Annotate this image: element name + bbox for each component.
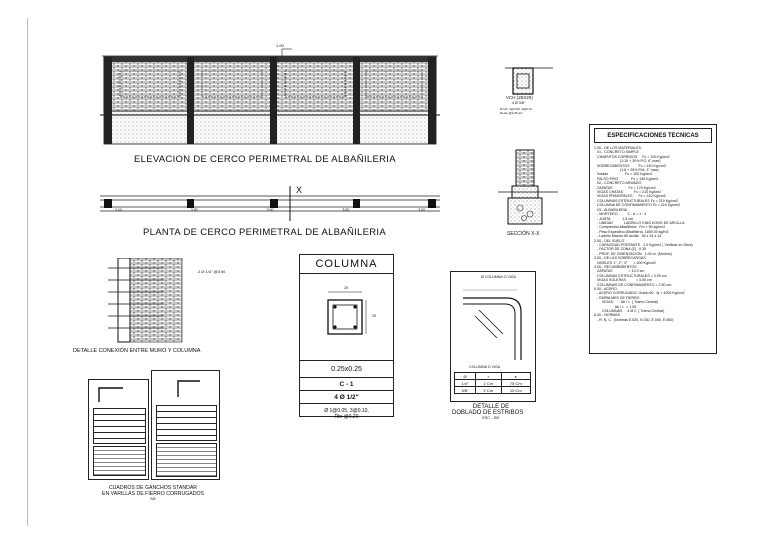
table-cell: 2 Cm xyxy=(476,387,502,394)
vch-label: VCH (25X20) xyxy=(506,95,533,100)
specs-line: (1:8 + 25% P.M. 3" max) xyxy=(594,168,659,173)
specs-line: CIMIENTOS CORRIDOS Fc = 100 Kg/cm2 xyxy=(594,154,670,159)
columna-panel xyxy=(299,254,394,420)
plan-dim: 3.00 xyxy=(418,208,425,212)
specs-line: COLUMNAS DE CONFINAMIENTO = 2.50 cm xyxy=(594,282,672,287)
specs-line: VIGAS Ab / L ( Tramo Central) xyxy=(594,300,659,305)
estribos-sub: ESC. : S/E xyxy=(482,416,500,420)
elevation-title: ELEVACION DE CERCO PERIMETRAL DE ALBAÑILERIA xyxy=(134,154,396,165)
specs-line: VIGAS PRINCIPALES Fc = 210 Kg/cm2 xyxy=(594,194,666,199)
specs-line: - ACERO CORRUGADO: Grado 60 fy = 4200 Kg/cm2 xyxy=(594,291,685,296)
gancho-notes-left xyxy=(93,446,146,476)
ganchos-title-line2: EN VARILLAS DE FIERRO CORRUGADOS xyxy=(102,491,204,497)
estribos-label-bottom: COLUMNA O VIGA xyxy=(469,365,501,369)
plan-dim: 3.00 xyxy=(342,208,350,212)
ganchos-title-line1: CUADROS DE GANCHOS STANDAR xyxy=(108,485,198,491)
estribos-panel xyxy=(450,271,536,402)
columna-code: C - 1 xyxy=(300,377,393,390)
conexion-title: DETALLE CONEXIÓN ENTRE MURO Y COLUMNA xyxy=(73,348,201,354)
estribos-title-line1: DETALLE DE xyxy=(472,404,510,410)
specs-line: 03.- ALBAÑILERIA xyxy=(594,207,628,212)
table-cell: 2 Cm xyxy=(476,380,502,387)
table-row xyxy=(455,387,531,394)
ganchos-sub: S/E xyxy=(150,497,156,501)
specs-line: COLUMNA DE CONFINAMIENTO Fc = 210 Kg/cm2 xyxy=(594,203,681,208)
specs-list xyxy=(590,143,716,325)
columna-stirrups-line2: Rto @0.20 xyxy=(334,413,359,420)
specs-line: COLUMNAS ESTRUCTURALES Fc = 210 Kg/cm2 xyxy=(594,198,678,203)
specs-line: 02.- CONCRETO ARMADO xyxy=(594,181,642,186)
plan-dim: 3.00 xyxy=(266,208,274,212)
table-cell: 75 Cm xyxy=(501,380,530,387)
vch-note: Ø 1/4" 1@0.05, 4@0.10 Resto @0.25 a/c xyxy=(500,107,533,116)
table-header-cell: Ø xyxy=(455,373,476,380)
table-row xyxy=(455,380,531,387)
specs-line: COLUMNAS 4 Ø 2 ( Tramo Central) xyxy=(594,309,665,314)
conexion-annot: 2 Ø 1/4" @3 hil. xyxy=(198,269,227,274)
columna-rebar: 4 Ø 1/2" xyxy=(300,390,393,403)
specs-line: - Compresión Albañilería Fm = 50 kg/cm2 xyxy=(594,225,666,230)
table-row xyxy=(455,373,531,380)
specs-line: ZAPATAS Fc = 175 Kg/cm2 xyxy=(594,185,656,190)
gancho-drawing-left xyxy=(93,384,143,404)
section-title: SECCIÓN X-X xyxy=(507,231,540,237)
specs-line: - JUNTA 1.5 cm xyxy=(594,216,634,221)
specs-line: - EMPALMES DE FIERRO xyxy=(594,295,640,300)
specs-line: - FACTOR DE ZONA (Z) 0.35 xyxy=(594,247,647,252)
specs-line: NIVELES 1°, 2°, 3° = 200 Kg/cm2 xyxy=(594,260,656,265)
conexion-drawing xyxy=(104,258,184,346)
specs-line: - UNIDAD LADRILLO KING KONG DE ARCILLA xyxy=(594,220,685,225)
gancho-notes-right xyxy=(156,443,217,477)
elevation-top-label: 1.00 xyxy=(276,43,284,48)
gancho-table-left xyxy=(93,408,146,444)
estribos-drawing xyxy=(457,280,529,364)
columna-section-drawing xyxy=(322,286,370,354)
columna-stirrups xyxy=(300,403,393,423)
vch-drawing xyxy=(505,60,555,96)
columna-size: 0.25x0.25 xyxy=(300,360,393,377)
specs-line: COLUMNAS ESTRUCTURALES = 3.00 cm xyxy=(594,273,667,278)
specs-line: - CAPACIDAD PORTANTE 1.0 Kg/cm2 ( Verificar en Obra) xyxy=(594,242,693,247)
section-drawing xyxy=(498,148,558,228)
estribos-title-line2: DOBLADO DE ESTRIBOS xyxy=(452,410,524,416)
specs-title: ESPECIFICACIONES TECNICAS xyxy=(594,128,712,143)
table-header-cell: r xyxy=(476,373,502,380)
columna-dim-h: 25 xyxy=(372,314,376,318)
gancho-table-right xyxy=(156,405,217,441)
specs-line: 6.00.- NORMAS xyxy=(594,313,620,318)
columna-stirrups-line1: Ø 1@0.05, 3@0.10, xyxy=(324,407,369,414)
specs-line: - R. N. C. (Normas E.020, E.030, E.050, E.060) xyxy=(594,317,674,322)
ganchos-panel-right xyxy=(151,370,220,480)
specs-line: VIGAS CHATAS Fc = 210 Kg/cm2 xyxy=(594,190,662,195)
table-cell: 10 Cm xyxy=(501,387,530,394)
specs-line: - Peso Específico Albañilería 1800.00 kg/m3 xyxy=(594,229,669,234)
estribos-label-top: Ø COLUMNA O VIGA xyxy=(481,275,516,279)
columna-section xyxy=(300,274,393,360)
columna-dim-w: 25 xyxy=(344,286,348,290)
specs-line: 2.00.- DEL SUELO xyxy=(594,238,625,243)
elevation-drawing xyxy=(100,45,440,150)
plan-dims xyxy=(115,208,425,212)
specs-line: VIGAS SOLERAS = 3.00 cm xyxy=(594,278,652,283)
plan-cut-label: X xyxy=(296,185,303,195)
ganchos-panel-left xyxy=(88,379,149,480)
specs-line: - Ladrillo Macizo 80 arcilla 36 x 24 x 14 xyxy=(594,234,662,239)
gancho-drawing-right xyxy=(156,375,214,401)
specs-line: - PROF. DE CIMENTACION 1.00 m. (Mínimo) xyxy=(594,251,672,256)
specs-line: 3.00.- DE LAS SOBRECARGAS xyxy=(594,256,646,261)
plan-title: PLANTA DE CERCO PERIMETRAL DE ALBAÑILERIA xyxy=(143,227,387,238)
plan-drawing xyxy=(100,186,440,222)
ganchos-title xyxy=(88,485,218,501)
specs-line: - MORTERO C : A = 1 : 4 xyxy=(594,212,647,217)
table-cell: 1/4" xyxy=(455,380,476,387)
estribos-table xyxy=(454,372,531,394)
specs-line: ZAPATAS = 10.0 cm xyxy=(594,269,645,274)
specs-line: 01.- CONCRETO SIMPLE xyxy=(594,150,639,155)
specs-line: 1.00.- DE LOS MATERIALES xyxy=(594,146,641,150)
plan-dim: 3.00 xyxy=(190,208,198,212)
vch-sub: 4 Ø 3/8" xyxy=(512,101,526,105)
estribos-title xyxy=(452,404,524,420)
specs-line: SOBRECIMIENTOS Fc = 140 Kg/cm2 xyxy=(594,163,666,168)
specs-line: (1:10 + 30% P.G. 6" max) xyxy=(594,159,661,164)
specs-line: FALSO PISO Fc = 140 Kg/cm2 xyxy=(594,176,659,181)
columna-title: COLUMNA xyxy=(300,255,393,274)
specs-line: 5.00.- ACERO xyxy=(594,287,617,291)
specs-line: Solado Fc = 100 Kg/cm2 xyxy=(594,172,653,177)
plan-dim: 3.00 xyxy=(115,208,122,212)
table-cell: 3/8" xyxy=(455,387,476,394)
specs-panel xyxy=(589,124,717,354)
specs-line: Ab / L = 1.00 xyxy=(594,304,637,309)
specs-line: 4.00.- RECUBRIMIENTOS xyxy=(594,264,637,269)
table-header-cell: e xyxy=(501,373,530,380)
